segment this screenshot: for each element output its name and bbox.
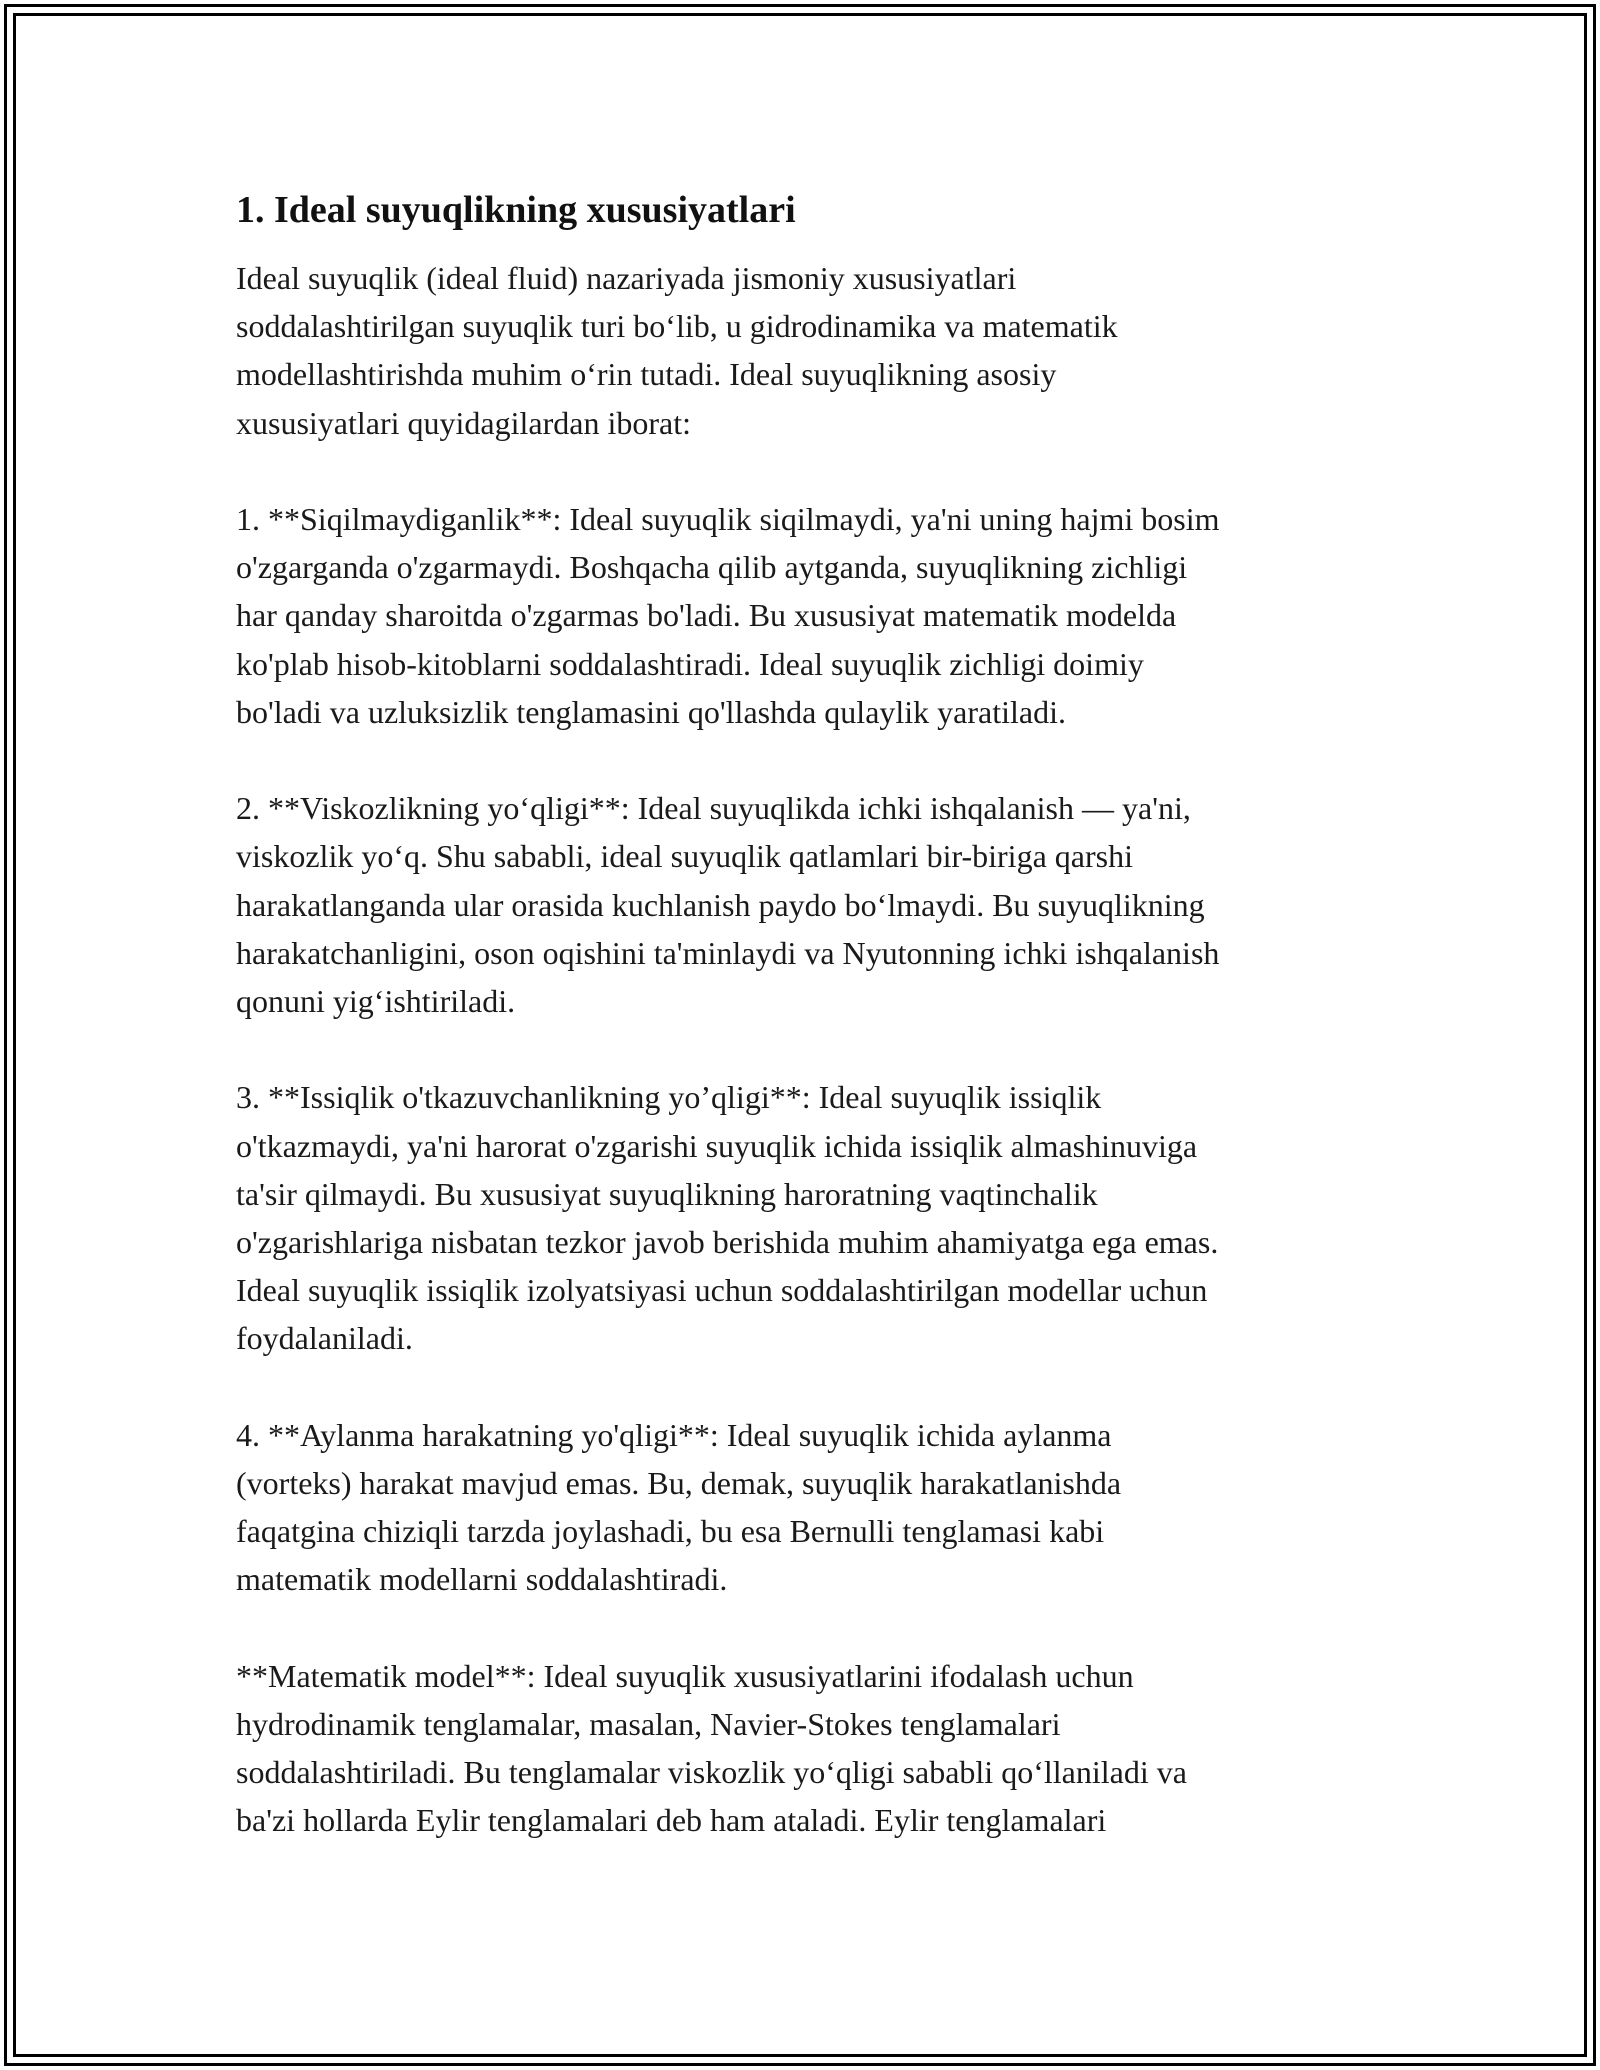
text-line: o'zgarishlariga nisbatan tezkor javob berishida muhim ahamiyatga ega emas. [236,1224,1219,1261]
text-line: modellashtirishda muhim o‘rin tutadi. Ideal suyuqlikning asosiy [236,356,1057,393]
text-line: ta'sir qilmaydi. Bu xususiyat suyuqlikning haroratning vaqtinchalik [236,1175,1098,1212]
section-heading: 1. Ideal suyuqlikning xususiyatlari [236,189,796,231]
text-line: viskozlik yo‘q. Shu sababli, ideal suyuqlik qatlamlari bir-biriga qarshi [236,838,1133,875]
text-line: Ideal suyuqlik (ideal fluid) nazariyada jismoniy xususiyatlari [236,260,1017,296]
text-line: soddalashtirilgan suyuqlik turi bo‘lib, u gidrodinamika va matematik [236,308,1118,345]
math-model-paragraph [236,1652,1366,1845]
text-line: 4. **Aylanma harakatning yo'qligi**: Ideal suyuqlik ichida aylanma [236,1416,1112,1453]
text-line: ko'plab hisob-kitoblarni soddalashtiradi. Ideal suyuqlik zichligi doimiy [236,645,1144,682]
text-line: 2. **Viskozlikning yo‘qligi**: Ideal suyuqlikda ichki ishqalanish — ya'ni, [236,790,1191,827]
text-line: soddalashtiriladi. Bu tenglamalar viskozlik yo‘qligi sababli qo‘llaniladi va [236,1754,1187,1791]
text-line: foydalaniladi. [236,1320,413,1357]
text-line: bo'ladi va uzluksizlik tenglamasini qo'llashda qulaylik yaratiladi. [236,693,1066,730]
property-paragraph-rotation [236,1411,1366,1604]
text-line: 1. **Siqilmaydiganlik**: Ideal suyuqlik siqilmaydi, ya'ni uning hajmi bosim [236,501,1220,537]
text-line: (vorteks) harakat mavjud emas. Bu, demak, suyuqlik harakatlanishda [236,1465,1122,1502]
text-line: o'tkazmaydi, ya'ni harorat o'zgarishi suyuqlik ichida issiqlik almashinuviga [236,1127,1198,1164]
intro-paragraph [236,254,1366,447]
property-paragraph-incompressibility [236,495,1366,736]
text-line: matematik modellarni soddalashtiradi. [236,1561,728,1598]
text-line: harakatchanligini, oson oqishini ta'minlaydi va Nyutonning ichki ishqalanish [236,934,1220,971]
text-line: xususiyatlari quyidagilardan iborat: [236,404,691,441]
text-line: o'zgarganda o'zgarmaydi. Boshqacha qilib aytganda, suyuqlikning zichligi [236,549,1188,586]
document-body [236,186,1366,1893]
text-line: **Matematik model**: Ideal suyuqlik xususiyatlarini ifodalash uchun [236,1657,1134,1694]
property-paragraph-viscosity [236,784,1366,1025]
text-line: ba'zi hollarda Eylir tenglamalari deb ham ataladi. Eylir tenglamalari [236,1802,1107,1839]
text-line: 3. **Issiqlik o'tkazuvchanlikning yo’qligi**: Ideal suyuqlik issiqlik [236,1079,1102,1116]
text-line: hydrodinamik tenglamalar, masalan, Navier-Stokes tenglamalari [236,1706,1061,1743]
text-line: Ideal suyuqlik issiqlik izolyatsiyasi uchun soddalashtirilgan modellar uchun [236,1272,1208,1309]
text-line: harakatlanganda ular orasida kuchlanish paydo bo‘lmaydi. Bu suyuqlikning [236,886,1205,923]
text-line: qonuni yig‘ishtiriladi. [236,983,516,1020]
property-paragraph-heat-conduction [236,1073,1366,1362]
text-line: har qanday sharoitda o'zgarmas bo'ladi. Bu xususiyat matematik modelda [236,597,1177,634]
text-line: faqatgina chiziqli tarzda joylashadi, bu esa Bernulli tenglamasi kabi [236,1513,1105,1550]
